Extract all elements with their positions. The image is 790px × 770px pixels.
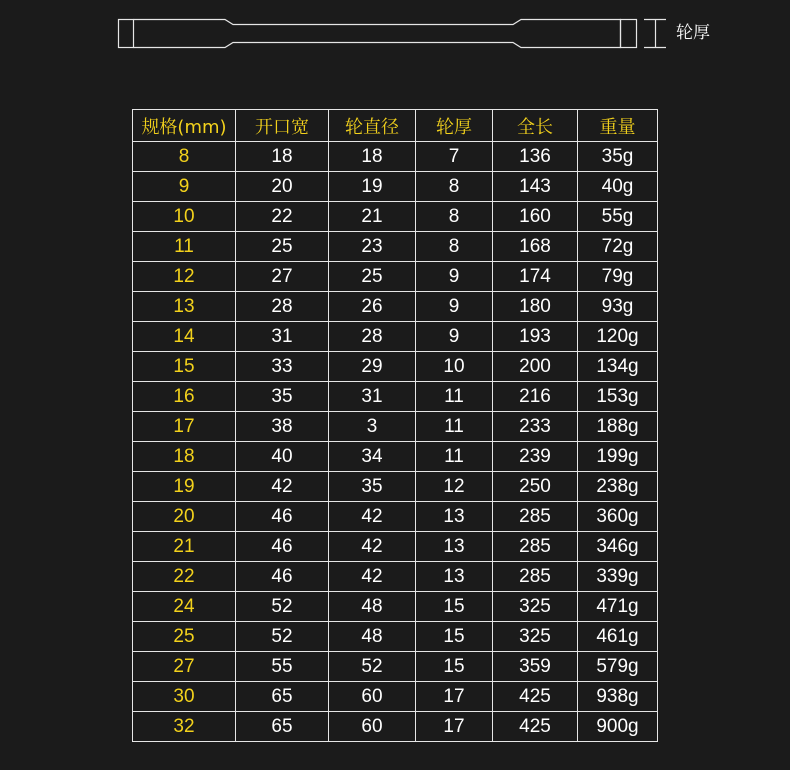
cell-total-length: 136: [493, 142, 578, 172]
cell-weight: 93g: [578, 292, 658, 322]
table-row: [133, 472, 658, 502]
cell-wheel-thickness: 7: [416, 142, 493, 172]
table-row: [133, 532, 658, 562]
table-row: [133, 142, 658, 172]
table-row: [133, 292, 658, 322]
wrench-side-profile-drawing: [0, 0, 790, 70]
cell-opening-width: 22: [236, 202, 329, 232]
cell-total-length: 425: [493, 712, 578, 742]
cell-opening-width: 42: [236, 472, 329, 502]
spec-table: [132, 109, 658, 742]
header-opening-width: 开口宽: [236, 110, 329, 142]
cell-opening-width: 65: [236, 682, 329, 712]
cell-weight: 35g: [578, 142, 658, 172]
cell-total-length: 200: [493, 352, 578, 382]
cell-wheel-diameter: 42: [329, 562, 416, 592]
cell-opening-width: 28: [236, 292, 329, 322]
cell-spec-size: 21: [133, 532, 236, 562]
wrench-left-head-outline: [119, 20, 134, 48]
table-row: [133, 682, 658, 712]
cell-opening-width: 31: [236, 322, 329, 352]
header-wheel-diameter: 轮直径: [329, 110, 416, 142]
cell-wheel-thickness: 9: [416, 262, 493, 292]
cell-wheel-thickness: 12: [416, 472, 493, 502]
cell-wheel-thickness: 17: [416, 712, 493, 742]
cell-opening-width: 20: [236, 172, 329, 202]
table-row: [133, 442, 658, 472]
table-row: [133, 262, 658, 292]
table-row: [133, 652, 658, 682]
table-body: [133, 142, 658, 742]
table-row: [133, 202, 658, 232]
cell-wheel-diameter: 23: [329, 232, 416, 262]
cell-opening-width: 65: [236, 712, 329, 742]
cell-opening-width: 18: [236, 142, 329, 172]
cell-wheel-thickness: 10: [416, 352, 493, 382]
cell-wheel-diameter: 42: [329, 532, 416, 562]
cell-spec-size: 25: [133, 622, 236, 652]
cell-wheel-thickness: 11: [416, 442, 493, 472]
cell-wheel-diameter: 21: [329, 202, 416, 232]
cell-wheel-diameter: 52: [329, 652, 416, 682]
cell-spec-size: 20: [133, 502, 236, 532]
table-row: [133, 622, 658, 652]
cell-wheel-thickness: 15: [416, 652, 493, 682]
cell-wheel-thickness: 11: [416, 412, 493, 442]
cell-opening-width: 25: [236, 232, 329, 262]
cell-wheel-thickness: 8: [416, 172, 493, 202]
cell-wheel-diameter: 48: [329, 592, 416, 622]
cell-weight: 238g: [578, 472, 658, 502]
table-row: [133, 562, 658, 592]
cell-spec-size: 13: [133, 292, 236, 322]
cell-total-length: 239: [493, 442, 578, 472]
cell-wheel-diameter: 42: [329, 502, 416, 532]
cell-total-length: 143: [493, 172, 578, 202]
cell-weight: 79g: [578, 262, 658, 292]
cell-weight: 120g: [578, 322, 658, 352]
cell-weight: 900g: [578, 712, 658, 742]
cell-opening-width: 46: [236, 562, 329, 592]
cell-spec-size: 15: [133, 352, 236, 382]
cell-spec-size: 10: [133, 202, 236, 232]
cell-opening-width: 35: [236, 382, 329, 412]
cell-weight: 55g: [578, 202, 658, 232]
cell-spec-size: 17: [133, 412, 236, 442]
cell-total-length: 325: [493, 622, 578, 652]
cell-spec-size: 8: [133, 142, 236, 172]
cell-spec-size: 30: [133, 682, 236, 712]
cell-total-length: 160: [493, 202, 578, 232]
table-row: [133, 172, 658, 202]
cell-spec-size: 24: [133, 592, 236, 622]
cell-total-length: 250: [493, 472, 578, 502]
cell-opening-width: 38: [236, 412, 329, 442]
cell-wheel-diameter: 19: [329, 172, 416, 202]
cell-spec-size: 9: [133, 172, 236, 202]
cell-spec-size: 27: [133, 652, 236, 682]
header-spec-size: 规格(mm): [133, 110, 236, 142]
cell-wheel-diameter: 34: [329, 442, 416, 472]
cell-opening-width: 40: [236, 442, 329, 472]
cell-wheel-diameter: 3: [329, 412, 416, 442]
cell-wheel-diameter: 28: [329, 322, 416, 352]
cell-spec-size: 12: [133, 262, 236, 292]
cell-total-length: 193: [493, 322, 578, 352]
cell-total-length: 359: [493, 652, 578, 682]
cell-wheel-thickness: 13: [416, 532, 493, 562]
cell-spec-size: 19: [133, 472, 236, 502]
cell-wheel-thickness: 13: [416, 502, 493, 532]
cell-spec-size: 14: [133, 322, 236, 352]
cell-weight: 579g: [578, 652, 658, 682]
cell-spec-size: 22: [133, 562, 236, 592]
cell-weight: 199g: [578, 442, 658, 472]
cell-weight: 40g: [578, 172, 658, 202]
wrench-right-head-outline: [621, 20, 637, 48]
cell-weight: 471g: [578, 592, 658, 622]
cell-wheel-diameter: 60: [329, 712, 416, 742]
table-row: [133, 382, 658, 412]
cell-wheel-thickness: 15: [416, 622, 493, 652]
cell-wheel-diameter: 31: [329, 382, 416, 412]
cell-spec-size: 32: [133, 712, 236, 742]
cell-wheel-thickness: 13: [416, 562, 493, 592]
cell-wheel-diameter: 60: [329, 682, 416, 712]
cell-wheel-thickness: 8: [416, 202, 493, 232]
cell-wheel-diameter: 48: [329, 622, 416, 652]
cell-wheel-diameter: 26: [329, 292, 416, 322]
cell-wheel-diameter: 18: [329, 142, 416, 172]
cell-wheel-diameter: 35: [329, 472, 416, 502]
table-row: [133, 412, 658, 442]
cell-weight: 360g: [578, 502, 658, 532]
cell-wheel-thickness: 8: [416, 232, 493, 262]
cell-opening-width: 52: [236, 622, 329, 652]
wrench-side-profile-diagram: [0, 0, 790, 70]
cell-total-length: 233: [493, 412, 578, 442]
cell-weight: 938g: [578, 682, 658, 712]
cell-total-length: 216: [493, 382, 578, 412]
cell-total-length: 425: [493, 682, 578, 712]
cell-wheel-diameter: 29: [329, 352, 416, 382]
cell-weight: 461g: [578, 622, 658, 652]
cell-weight: 188g: [578, 412, 658, 442]
thickness-dimension-label: 轮厚: [676, 23, 710, 43]
cell-opening-width: 27: [236, 262, 329, 292]
cell-wheel-thickness: 11: [416, 382, 493, 412]
cell-weight: 339g: [578, 562, 658, 592]
cell-total-length: 174: [493, 262, 578, 292]
cell-opening-width: 46: [236, 532, 329, 562]
cell-total-length: 285: [493, 562, 578, 592]
cell-total-length: 168: [493, 232, 578, 262]
table-row: [133, 232, 658, 262]
header-total-length: 全长: [493, 110, 578, 142]
cell-opening-width: 33: [236, 352, 329, 382]
table-row: [133, 502, 658, 532]
header-wheel-thickness: 轮厚: [416, 110, 493, 142]
table-row: [133, 322, 658, 352]
cell-wheel-thickness: 9: [416, 322, 493, 352]
cell-wheel-thickness: 9: [416, 292, 493, 322]
cell-opening-width: 46: [236, 502, 329, 532]
cell-wheel-diameter: 25: [329, 262, 416, 292]
table-header-row: [133, 110, 658, 142]
cell-wheel-thickness: 17: [416, 682, 493, 712]
cell-total-length: 285: [493, 532, 578, 562]
cell-opening-width: 55: [236, 652, 329, 682]
table-row: [133, 352, 658, 382]
wrench-shank-outline: [134, 20, 621, 48]
cell-weight: 153g: [578, 382, 658, 412]
cell-total-length: 180: [493, 292, 578, 322]
cell-weight: 72g: [578, 232, 658, 262]
table-row: [133, 592, 658, 622]
header-weight: 重量: [578, 110, 658, 142]
cell-opening-width: 52: [236, 592, 329, 622]
table-row: [133, 712, 658, 742]
cell-weight: 346g: [578, 532, 658, 562]
cell-spec-size: 11: [133, 232, 236, 262]
cell-spec-size: 18: [133, 442, 236, 472]
cell-wheel-thickness: 15: [416, 592, 493, 622]
cell-total-length: 325: [493, 592, 578, 622]
cell-weight: 134g: [578, 352, 658, 382]
cell-total-length: 285: [493, 502, 578, 532]
cell-spec-size: 16: [133, 382, 236, 412]
